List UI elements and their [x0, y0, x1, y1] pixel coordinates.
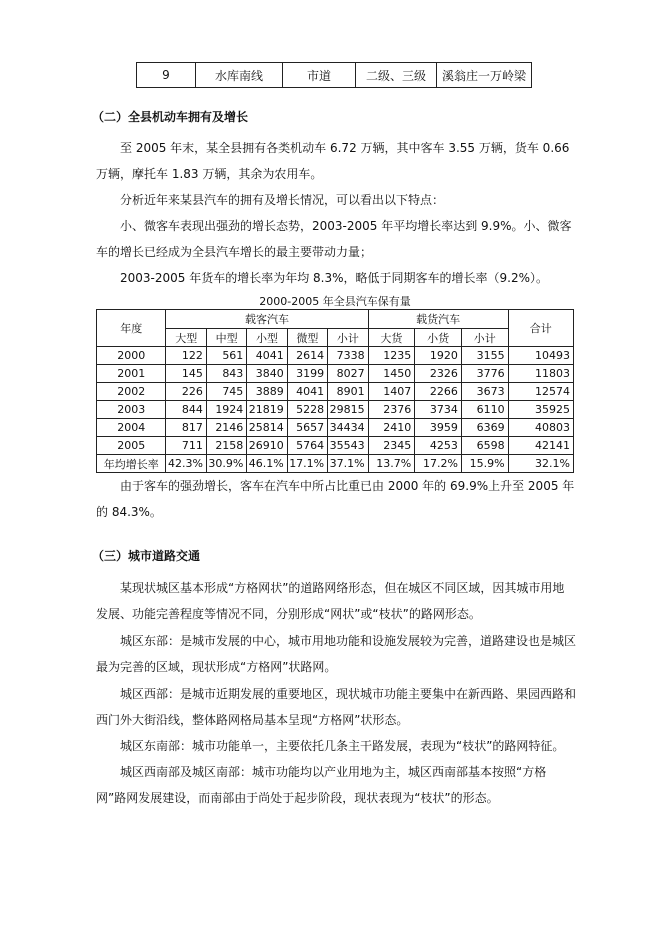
- value-cell: 122: [166, 347, 206, 365]
- value-cell: 711: [166, 437, 206, 455]
- value-cell: 13.7%: [368, 455, 415, 473]
- value-cell: 6598: [461, 437, 508, 455]
- table-cell: 市道: [283, 63, 356, 88]
- year-cell: 年均增长率: [97, 455, 166, 473]
- value-cell: 42.3%: [166, 455, 206, 473]
- value-cell: 843: [206, 365, 246, 383]
- header-year: 年度: [97, 310, 166, 347]
- value-cell: 7338: [328, 347, 368, 365]
- year-cell: 2001: [97, 365, 166, 383]
- value-cell: 29815: [328, 401, 368, 419]
- year-cell: 2005: [97, 437, 166, 455]
- value-cell: 32.1%: [508, 455, 573, 473]
- table-subheader-row: [97, 329, 574, 347]
- value-cell: 5657: [287, 419, 327, 437]
- paragraph: 城区东南部：城市功能单一，主要依托几条主干路发展，表现为“枝状”的路网特征。: [120, 739, 565, 753]
- value-cell: 145: [166, 365, 206, 383]
- value-cell: 3889: [247, 383, 287, 401]
- table-cell: 二级、三级: [356, 63, 437, 88]
- value-cell: 34434: [328, 419, 368, 437]
- value-cell: 2345: [368, 437, 415, 455]
- value-cell: 2326: [415, 365, 462, 383]
- paragraph: 分析近年来某县汽车的拥有及增长情况，可以看出以下特点：: [120, 193, 445, 207]
- subheader: 小型: [247, 329, 287, 347]
- subheader: 中型: [206, 329, 246, 347]
- subheader: 小货: [415, 329, 462, 347]
- header-passenger: 载客汽车: [166, 310, 368, 329]
- table-row: [97, 347, 574, 365]
- value-cell: 42141: [508, 437, 573, 455]
- year-cell: 2004: [97, 419, 166, 437]
- paragraph: 城区东部：是城市发展的中心，城市用地功能和设施发展较为完善，道路建设也是城区最为完善的区域，现状形成“方格网”状路网。: [96, 634, 577, 674]
- value-cell: 3155: [461, 347, 508, 365]
- value-cell: 5764: [287, 437, 327, 455]
- value-cell: 37.1%: [328, 455, 368, 473]
- value-cell: 2266: [415, 383, 462, 401]
- value-cell: 2410: [368, 419, 415, 437]
- table-row: [97, 419, 574, 437]
- value-cell: 3776: [461, 365, 508, 383]
- value-cell: 1407: [368, 383, 415, 401]
- value-cell: 40803: [508, 419, 573, 437]
- value-cell: 2158: [206, 437, 246, 455]
- value-cell: 1235: [368, 347, 415, 365]
- value-cell: 3673: [461, 383, 508, 401]
- paragraph: 2003-2005 年货车的增长率为年均 8.3%，略低于同期客车的增长率（9.2%）。: [120, 271, 549, 285]
- value-cell: 2614: [287, 347, 327, 365]
- value-cell: 8027: [328, 365, 368, 383]
- value-cell: 2376: [368, 401, 415, 419]
- table-row: [97, 455, 574, 473]
- value-cell: 8901: [328, 383, 368, 401]
- table-caption: 2000-2005 年全县汽车保有量: [259, 295, 411, 308]
- value-cell: 4041: [247, 347, 287, 365]
- value-cell: 3959: [415, 419, 462, 437]
- value-cell: 4041: [287, 383, 327, 401]
- value-cell: 35925: [508, 401, 573, 419]
- value-cell: 35543: [328, 437, 368, 455]
- value-cell: 25814: [247, 419, 287, 437]
- value-cell: 3734: [415, 401, 462, 419]
- value-cell: 17.1%: [287, 455, 327, 473]
- section-heading: （二）全县机动车拥有及增长: [92, 110, 249, 124]
- subheader: 大货: [368, 329, 415, 347]
- year-cell: 2003: [97, 401, 166, 419]
- value-cell: 12574: [508, 383, 573, 401]
- value-cell: 46.1%: [247, 455, 287, 473]
- value-cell: 26910: [247, 437, 287, 455]
- table-cell: 9: [137, 63, 196, 88]
- vehicle-stats-table: [96, 309, 574, 473]
- table-row: [97, 383, 574, 401]
- value-cell: 1924: [206, 401, 246, 419]
- value-cell: 2146: [206, 419, 246, 437]
- value-cell: 3840: [247, 365, 287, 383]
- year-cell: 2002: [97, 383, 166, 401]
- subheader: 大型: [166, 329, 206, 347]
- value-cell: 226: [166, 383, 206, 401]
- value-cell: 1450: [368, 365, 415, 383]
- table-row: [97, 437, 574, 455]
- value-cell: 5228: [287, 401, 327, 419]
- paragraph: 城区西部：是城市近期发展的重要地区，现状城市功能主要集中在新西路、果园西路和西门外大街沿线，整体路网格局基本呈现“方格网”状形态。: [96, 687, 577, 727]
- table-row: [137, 63, 532, 88]
- section-heading: （三）城市道路交通: [92, 549, 201, 563]
- value-cell: 15.9%: [461, 455, 508, 473]
- value-cell: 10493: [508, 347, 573, 365]
- subheader: 微型: [287, 329, 327, 347]
- value-cell: 817: [166, 419, 206, 437]
- table-row: [97, 401, 574, 419]
- value-cell: 844: [166, 401, 206, 419]
- value-cell: 6369: [461, 419, 508, 437]
- subheader: 小计: [461, 329, 508, 347]
- value-cell: 561: [206, 347, 246, 365]
- paragraph: 小、微客车表现出强劲的增长态势，2003-2005 年平均增长率达到 9.9%。小、微客车的增长已经成为全县汽车增长的最主要带动力量；: [96, 219, 572, 259]
- table-header-row: [97, 310, 574, 329]
- paragraph: 由于客车的强劲增长，客车在汽车中所占比重已由 2000 年的 69.9%上升至 2005 年的 84.3%。: [96, 479, 575, 519]
- value-cell: 21819: [247, 401, 287, 419]
- value-cell: 3199: [287, 365, 327, 383]
- paragraph: 至 2005 年末，某全县拥有各类机动车 6.72 万辆，其中客车 3.55 万辆，货车 0.66 万辆，摩托车 1.83 万辆，其余为农用车。: [96, 141, 570, 181]
- table-cell: 溪翁庄一万岭梁: [437, 63, 532, 88]
- value-cell: 11803: [508, 365, 573, 383]
- year-cell: 2000: [97, 347, 166, 365]
- value-cell: 4253: [415, 437, 462, 455]
- value-cell: 745: [206, 383, 246, 401]
- value-cell: 30.9%: [206, 455, 246, 473]
- header-total: 合计: [508, 310, 573, 347]
- paragraph: 某现状城区基本形成“方格网状”的道路网络形态，但在城区不同区域，因其城市用地发展、功能完善程度等情况不同，分别形成“网状”或“枝状”的路网形态。: [96, 581, 565, 621]
- value-cell: 6110: [461, 401, 508, 419]
- header-freight: 载货汽车: [368, 310, 508, 329]
- paragraph: 城区西南部及城区南部：城市功能均以产业用地为主，城区西南部基本按照“方格网”路网发展建设，而南部由于尚处于起步阶段，现状表现为“枝状”的形态。: [96, 765, 547, 805]
- road-table-fragment: [136, 62, 532, 88]
- table-row: [97, 365, 574, 383]
- value-cell: 1920: [415, 347, 462, 365]
- value-cell: 17.2%: [415, 455, 462, 473]
- table-cell: 水库南线: [196, 63, 283, 88]
- subheader: 小计: [328, 329, 368, 347]
